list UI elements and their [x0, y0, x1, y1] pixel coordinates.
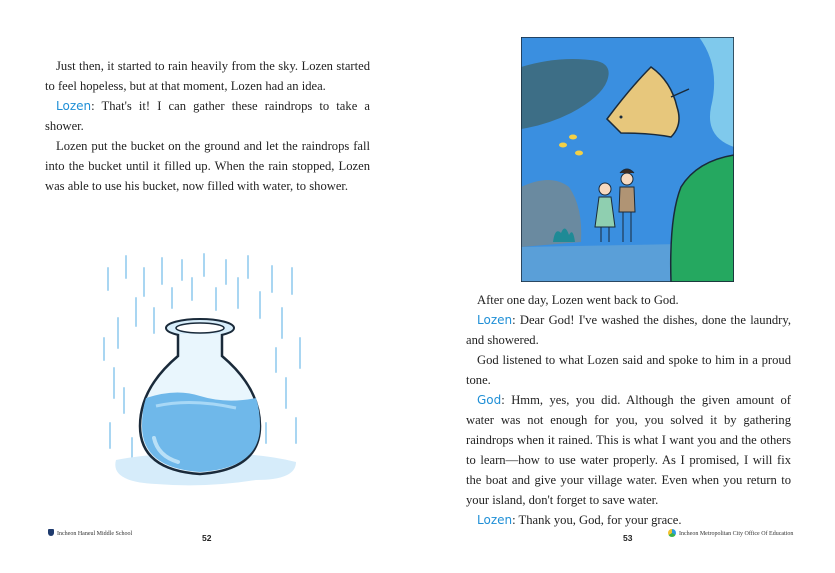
dialogue-line [45, 96, 370, 136]
speaker-name: Lozen [477, 513, 513, 527]
paragraph-text: Lozen put the bucket on the ground and let the raindrops fall into the bucket until it filled up. When the rain stopped, Lozen was able to use his bucket, now filled with water, to shower. [45, 139, 370, 193]
dialogue-line [466, 310, 791, 350]
school-footer [48, 529, 132, 537]
rain-bottle-illustration [96, 248, 308, 520]
office-name: Incheon Metropolitan City Office Of Education [679, 531, 794, 537]
office-footer [668, 529, 793, 537]
right-text-block [466, 290, 791, 530]
paragraph-text: After one day, Lozen went back to God. [477, 293, 679, 307]
speaker-name: God [477, 393, 502, 407]
dialogue-text: : Thank you, God, for your grace. [512, 513, 682, 527]
left-page [0, 0, 417, 573]
speaker-name: Lozen [477, 313, 513, 327]
paragraph [466, 350, 791, 390]
dialogue-text: : Dear God! I've washed the dishes, done the laundry, and showered. [466, 313, 791, 347]
paragraph [45, 136, 370, 196]
paragraph-text: God listened to what Lozen said and spoke to him in a proud tone. [466, 353, 791, 387]
dialogue-line [466, 390, 791, 510]
dialogue-line [466, 510, 791, 530]
right-page [418, 0, 835, 573]
underwater-illustration [521, 37, 734, 282]
page-number: 53 [623, 533, 633, 543]
school-name: Incheon Haneul Middle School [57, 531, 133, 537]
paragraph-text: Just then, it started to rain heavily from the sky. Lozen started to feel hopeless, but at that moment, Lozen had an idea. [45, 59, 370, 93]
school-emblem-icon [48, 529, 54, 536]
paragraph [466, 290, 791, 310]
paragraph [45, 56, 370, 96]
page-number: 52 [202, 533, 212, 543]
dialogue-text: : That's it! I can gather these raindrops to take a shower. [45, 99, 370, 133]
office-logo-icon [668, 529, 676, 537]
left-text-block [45, 56, 370, 196]
dialogue-text: : Hmm, yes, you did. Although the given amount of water was not enough for you, you solved it by gathering raindrops when it rained. This is what I want you and the others to learn—how to use water properly. As I promised, I will fix the boat and give your village water. Even when you return to your island, don't forget to save water. [466, 393, 791, 507]
speaker-name: Lozen [56, 99, 92, 113]
